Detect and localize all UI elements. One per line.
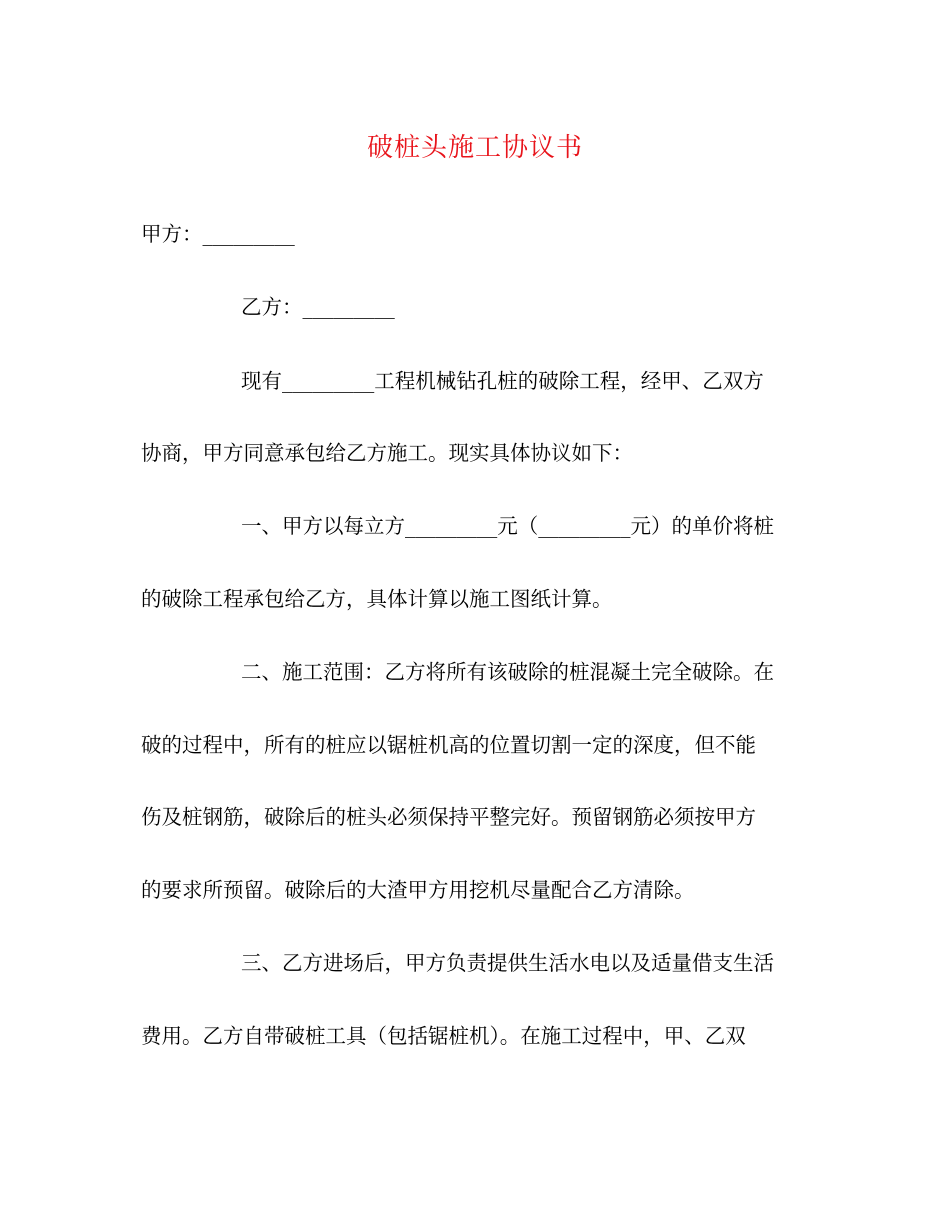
paragraph-line: 的要求所预留。破除后的大渣甲方用挖机尽量配合乙方清除。 bbox=[141, 878, 695, 902]
paragraph-line: 协商，甲方同意承包给乙方施工。现实具体协议如下： bbox=[141, 441, 633, 465]
document-title: 破桩头施工协议书 bbox=[366, 133, 583, 163]
paragraph-line: 现有_________工程机械钻孔桩的破除工程，经甲、乙双方 bbox=[241, 369, 764, 393]
paragraph-line: 破的过程中，所有的桩应以锯桩机高的位置切割一定的深度，但不能 bbox=[141, 733, 756, 757]
party-b-line: 乙方：_________ bbox=[241, 295, 395, 319]
paragraph-line: 的破除工程承包给乙方，具体计算以施工图纸计算。 bbox=[141, 587, 613, 611]
paragraph-line: 二、施工范围：乙方将所有该破除的桩混凝土完全破除。在 bbox=[241, 660, 774, 684]
party-a-line: 甲方：_________ bbox=[141, 222, 295, 246]
paragraph-line: 伤及桩钢筋，破除后的桩头必须保持平整完好。预留钢筋必须按甲方 bbox=[141, 805, 756, 829]
paragraph-line: 一、甲方以每立方_________元（_________元）的单价将桩 bbox=[241, 514, 774, 538]
paragraph-line: 费用。乙方自带破桩工具（包括锯桩机）。在施工过程中，甲、乙双 bbox=[141, 1024, 746, 1048]
paragraph-line: 三、乙方进场后，甲方负责提供生活水电以及适量借支生活 bbox=[241, 951, 774, 975]
